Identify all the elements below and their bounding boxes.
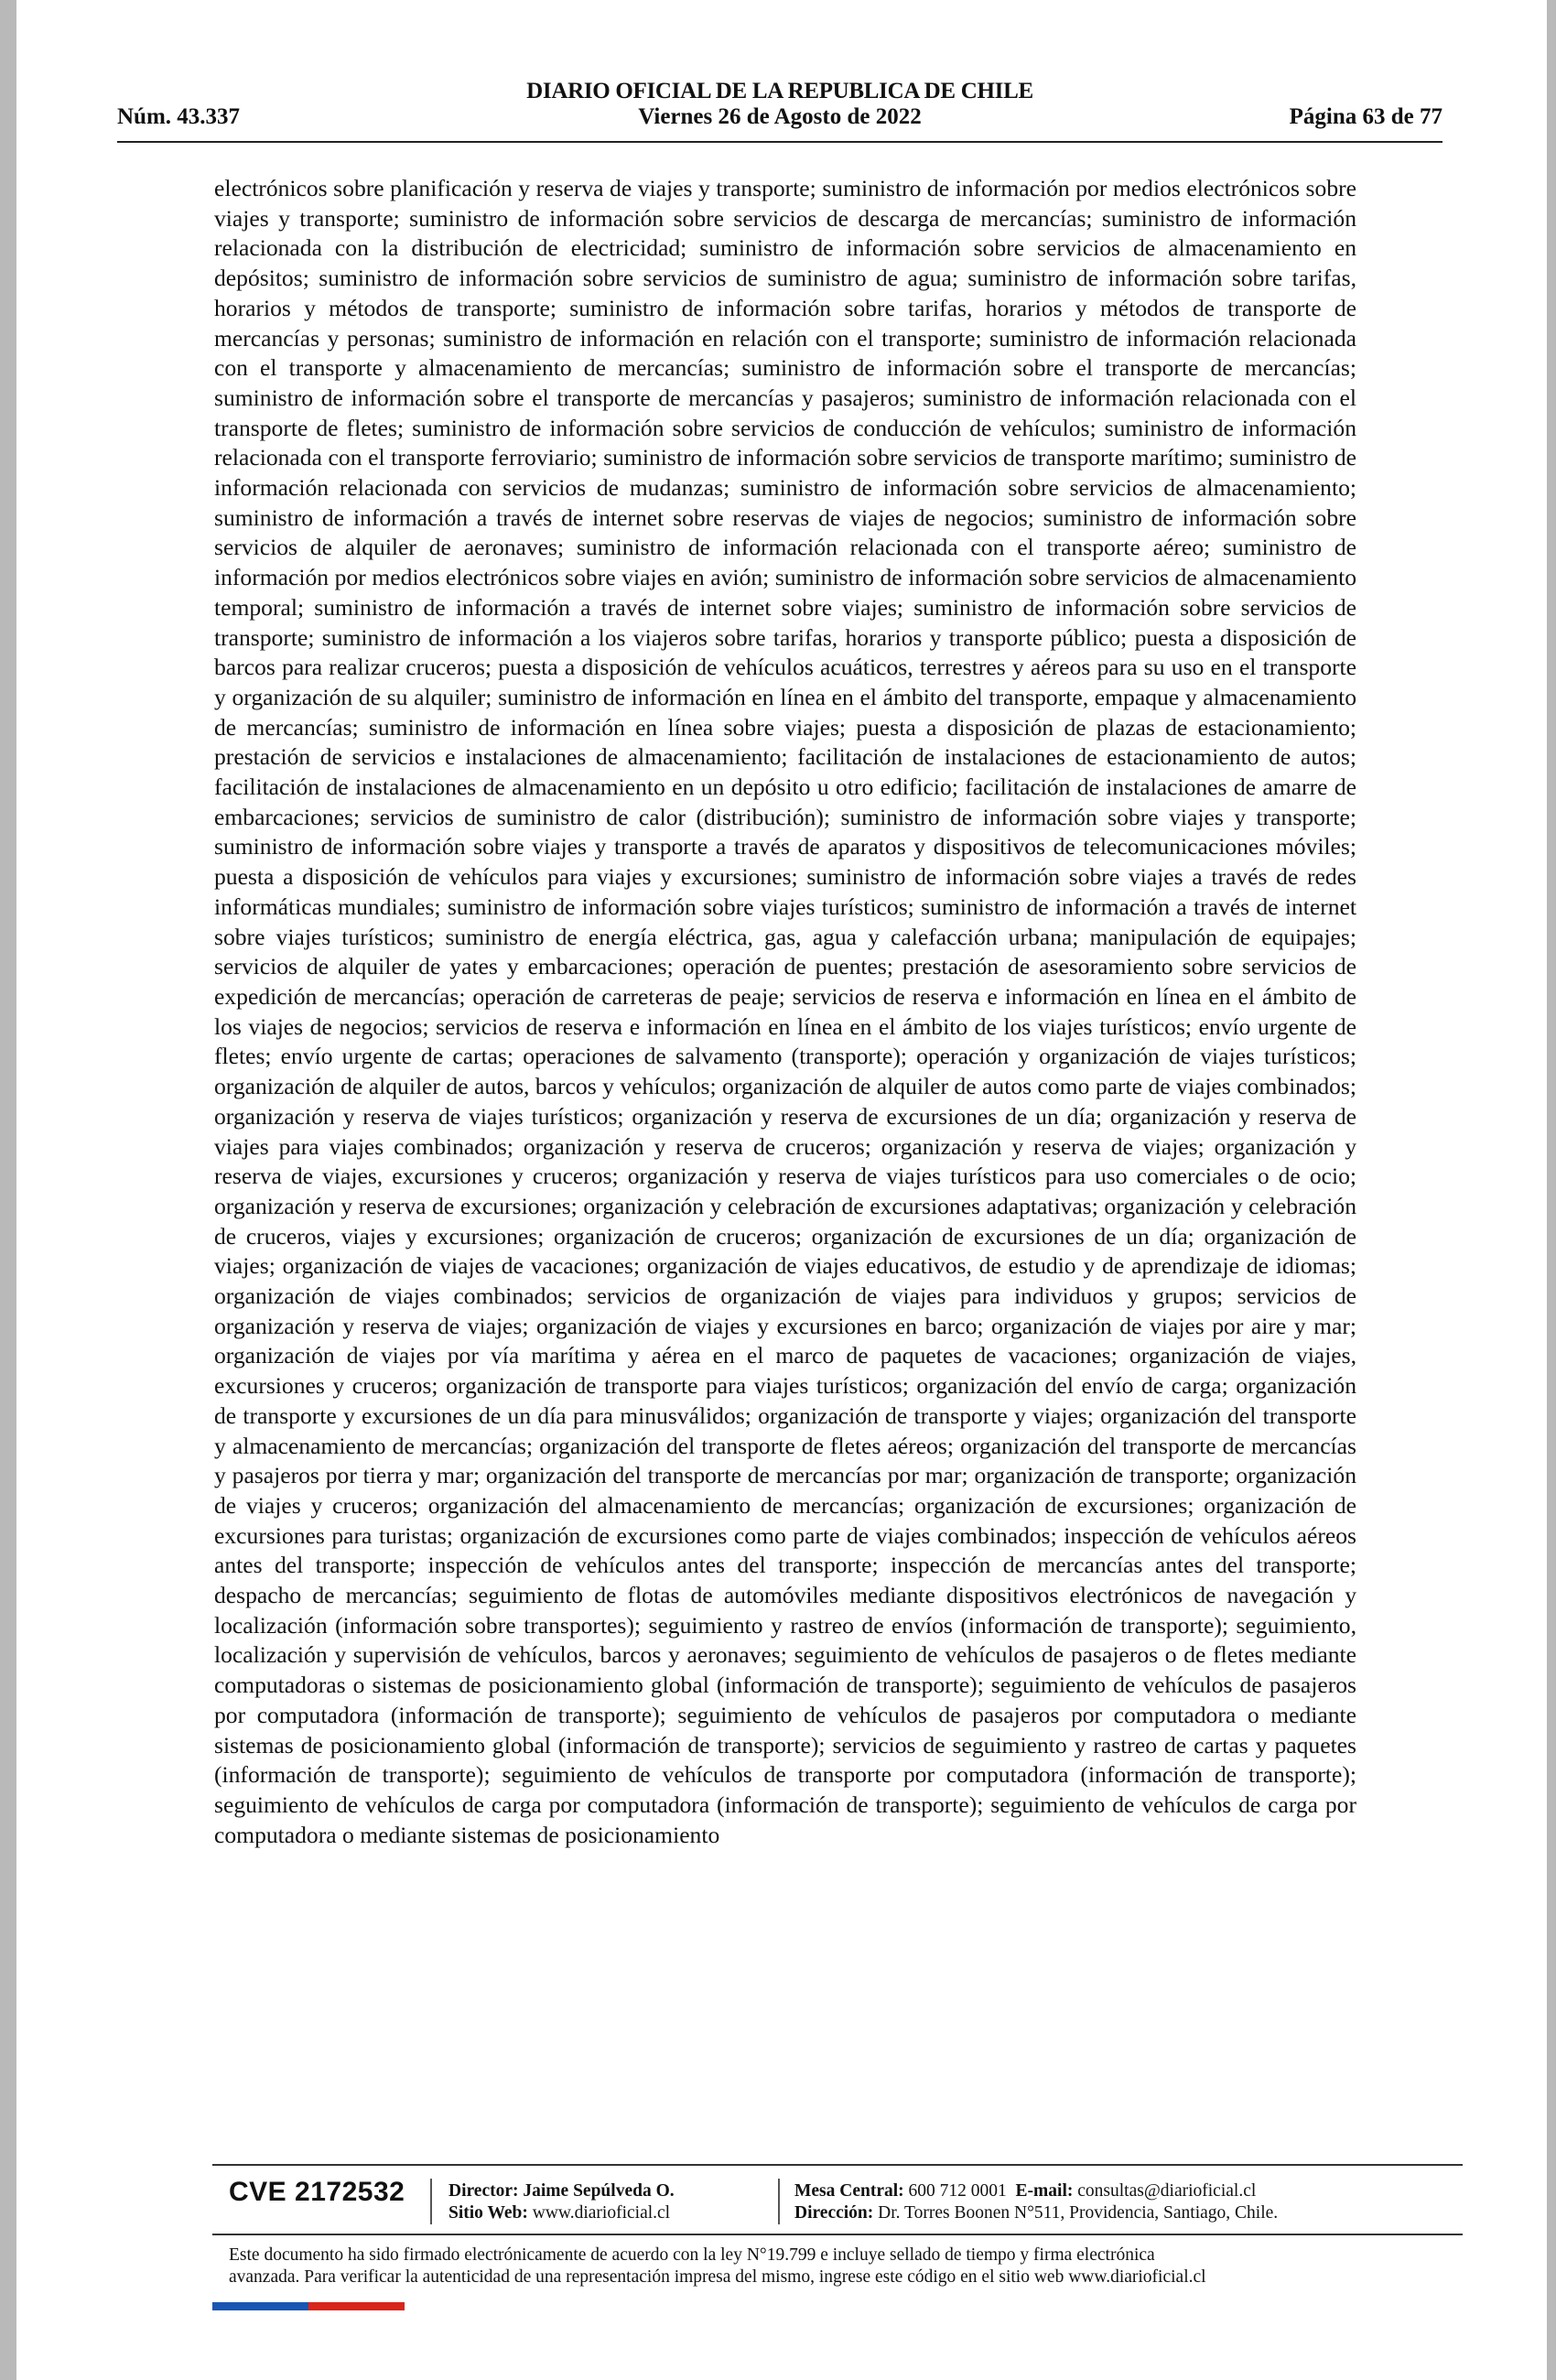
website-label: Sitio Web:: [448, 2203, 528, 2223]
footer-divider-top: [212, 2164, 1463, 2166]
footer-separator: [778, 2179, 780, 2224]
cve-code: CVE 2172532: [229, 2177, 405, 2207]
document-page: [16, 0, 1547, 2380]
footer-contact-block: [794, 2180, 1278, 2224]
website-link[interactable]: www.diarioficial.cl: [532, 2203, 671, 2223]
header-divider: [117, 141, 1443, 143]
mesa-label: Mesa Central:: [794, 2181, 904, 2201]
footer-separator: [430, 2179, 432, 2224]
flag-stripe: [212, 2302, 405, 2310]
director-name: Jaime Sepúlveda O.: [523, 2181, 675, 2201]
email-link[interactable]: consultas@diarioficial.cl: [1077, 2181, 1257, 2201]
footer-director-block: [448, 2180, 675, 2224]
flag-stripe-red: [308, 2302, 405, 2310]
email-label: E-mail:: [1015, 2181, 1074, 2201]
footer-divider-bottom: [212, 2234, 1463, 2235]
mesa-phone: 600 712 0001: [908, 2181, 1007, 2201]
director-label: Director:: [448, 2181, 519, 2201]
page-number: Página 63 de 77: [1289, 104, 1443, 129]
issue-date: Viernes 26 de Agosto de 2022: [638, 104, 922, 129]
disclaimer-line: Este documento ha sido firmado electrónicamente de acuerdo con la ley N°19.799 e incluye sellado de tiempo y firma electrónica: [229, 2245, 1155, 2265]
disclaimer-line: avanzada. Para verificar la autenticidad de una representación impresa del mismo, ingrese este código en el sitio web www.diarioficial.cl: [229, 2267, 1206, 2287]
address-label: Dirección:: [794, 2203, 874, 2223]
address-value: Dr. Torres Boonen N°511, Providencia, Santiago, Chile.: [878, 2203, 1279, 2223]
page-header: [117, 73, 1443, 145]
flag-stripe-blue: [212, 2302, 308, 2310]
gazette-title: DIARIO OFICIAL DE LA REPUBLICA DE CHILE: [526, 79, 1033, 103]
signature-disclaimer: [229, 2245, 1455, 2288]
issue-number: Núm. 43.337: [117, 104, 241, 129]
page-footer: [212, 2171, 1463, 2235]
body-paragraph: electrónicos sobre planificación y reserva de viajes y transporte; suministro de información por medios electrónicos sobre viajes y transporte; suministro de información sobre servicios de descarga de mercancías; suministro de información relacionada con la distribución de electricidad; suministro de información sobre servicios de almacenamiento en depósitos; suministro de información sobre servicios de suministro de agua; suministro de información sobre tarifas, horarios y métodos de transporte; suministro de información sobre tarifas, horarios y métodos de transporte de mercancías y personas; suministro de información en relación con el transporte; suministro de información relacionada con el transporte y almacenamiento de mercancías; suministro de información sobre el transporte de mercancías; suministro de información sobre el transporte de mercancías y pasajeros; suministro de información relacionada con el transporte de fletes; suministro de información sobre servicios de conducción de vehículos; suministro de información relacionada con el transporte ferroviario; suministro de información sobre servicios de transporte marítimo; suministro de información relacionada con servicios de mudanzas; suministro de información sobre servicios de almacenamiento; suministro de información a través de internet sobre reservas de viajes de negocios; suministro de información sobre servicios de alquiler de aeronaves; suministro de información relacionada con el transporte aéreo; suministro de información por medios electrónicos sobre viajes en avión; suministro de información sobre servicios de almacenamiento temporal; suministro de información a través de internet sobre viajes; suministro de información sobre servicios de transporte; suministro de información a los viajeros sobre tarifas, horarios y transporte público; puesta a disposición de barcos para realizar cruceros; puesta a disposición de vehículos acuáticos, terrestres y aéreos para su uso en el transporte y organización de su alquiler; suministro de información en línea en el ámbito del transporte, empaque y almacenamiento de mercancías; suministro de información en línea sobre viajes; puesta a disposición de plazas de estacionamiento; prestación de servicios e instalaciones de almacenamiento; facilitación de instalaciones de estacionamiento de autos; facilitación de instalaciones de almacenamiento en un depósito u otro edificio; facilitación de instalaciones de amarre de embarcaciones; servicios de suministro de calor (distribución); suministro de información sobre viajes y transporte; suministro de información sobre viajes y transporte a través de aparatos y dispositivos de telecomunicaciones móviles; puesta a disposición de vehículos para viajes y excursiones; suministro de información sobre viajes a través de redes informáticas mundiales; suministro de información sobre viajes turísticos; suministro de información a través de internet sobre viajes turísticos; suministro de energía eléctrica, gas, agua y calefacción urbana; manipulación de equipajes; servicios de alquiler de yates y embarcaciones; operación de puentes; prestación de asesoramiento sobre servicios de expedición de mercancías; operación de carreteras de peaje; servicios de reserva e información en línea en el ámbito de los viajes de negocios; servicios de reserva e información en línea en el ámbito de los viajes turísticos; envío urgente de fletes; envío urgente de cartas; operaciones de salvamento (transporte); operación y organización de viajes turísticos; organización de alquiler de autos, barcos y vehículos; organización de alquiler de autos como parte de viajes combinados; organización y reserva de viajes turísticos; organización y reserva de excursiones de un día; organización y reserva de viajes para viajes combinados; organización y reserva de cruceros; organización y reserva de viajes; organización y reserva de viajes, excursiones y cruceros; organización y reserva de viajes turísticos para uso comerciales o de ocio; organización y reserva de excursiones; organización y celebración de excursiones adaptativas; organización y celebración de cruceros, viajes y excursiones; organización de cruceros; organización de excursiones de un día; organización de viajes; organización de viajes de vacaciones; organización de viajes educativos, de estudio y de aprendizaje de idiomas; organización de viajes combinados; servicios de organización de viajes para individuos y grupos; servicios de organización y reserva de viajes; organización de viajes y excursiones en barco; organización de viajes por aire y mar; organización de viajes por vía marítima y aérea en el marco de paquetes de vacaciones; organización de viajes, excursiones y cruceros; organización de transporte para viajes turísticos; organización del envío de carga; organización de transporte y excursiones de un día para minusválidos; organización de transporte y viajes; organización del transporte y almacenamiento de mercancías; organización del transporte de fletes aéreos; organización del transporte de mercancías y pasajeros por tierra y mar; organización del transporte de mercancías por mar; organización de transporte; organización de viajes y cruceros; organización del almacenamiento de mercancías; organización de excursiones; organización de excursiones para turistas; organización de excursiones como parte de viajes combinados; inspección de vehículos aéreos antes del transporte; inspección de vehículos antes del transporte; inspección de mercancías antes del transporte; despacho de mercancías; seguimiento de flotas de automóviles mediante dispositivos electrónicos de navegación y localización (información sobre transportes); seguimiento y rastreo de envíos (información de transporte); seguimiento, localización y supervisión de vehículos, barcos y aeronaves; seguimiento de vehículos de pasajeros o de fletes mediante computadoras o sistemas de posicionamiento global (información de transporte); seguimiento de vehículos de pasajeros por computadora (información de transporte); seguimiento de vehículos de pasajeros por computadora o mediante sistemas de posicionamiento global (información de transporte); servicios de seguimiento y rastreo de cartas y paquetes (información de transporte); seguimiento de vehículos de transporte por computadora (información de transporte); seguimiento de vehículos de carga por computadora (información de transporte); seguimiento de vehículos de carga por computadora o mediante sistemas de posicionamiento: [214, 175, 1356, 1848]
